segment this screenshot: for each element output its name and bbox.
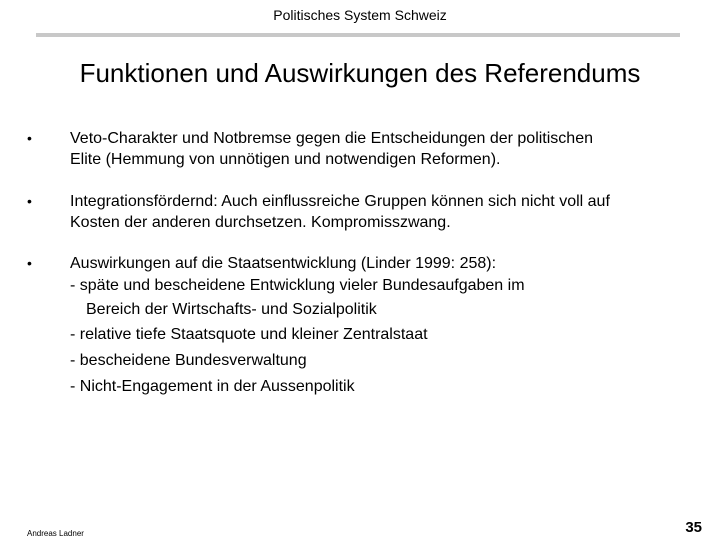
presentation-header: Politisches System Schweiz xyxy=(273,7,447,23)
sub-item-list xyxy=(70,274,697,400)
sub-item-continuation: Bereich der Wirtschafts- und Sozialpolitik xyxy=(86,301,377,318)
bullet-line: Auswirkungen auf die Staatsentwicklung (Linder 1999: 258): xyxy=(70,255,497,272)
bullet-line: Veto-Charakter und Notbremse gegen die Entscheidungen der politischen xyxy=(70,130,593,147)
page-number: 35 xyxy=(685,519,702,536)
bullet-line: Kosten der anderen durchsetzen. Kompromisszwang. xyxy=(70,214,451,231)
sub-item: - bescheidene Bundesverwaltung xyxy=(70,352,307,369)
bullet-item-integration xyxy=(27,191,697,233)
sub-item: - relative tiefe Staatsquote und kleiner Zentralstaat xyxy=(70,326,428,343)
header-divider xyxy=(36,33,680,37)
sub-item: - späte und bescheidene Entwicklung vieler Bundesaufgaben im xyxy=(70,277,525,294)
bullet-item-veto xyxy=(27,128,697,170)
bullet-item-state-development xyxy=(27,253,697,400)
bullet-marker: • xyxy=(27,130,32,146)
bullet-line: Elite (Hemmung von unnötigen und notwendigen Reformen). xyxy=(70,151,501,168)
sub-item: - Nicht-Engagement in der Aussenpolitik xyxy=(70,378,355,395)
slide-title: Funktionen und Auswirkungen des Referendums xyxy=(79,58,641,88)
bullet-marker: • xyxy=(27,255,32,271)
footer-author: Andreas Ladner xyxy=(27,529,84,538)
bullet-text xyxy=(70,253,697,274)
bullet-marker: • xyxy=(27,193,32,209)
bullet-list xyxy=(27,128,697,421)
bullet-text xyxy=(70,128,697,170)
bullet-line: Integrationsfördernd: Auch einflussreiche Gruppen können sich nicht voll auf xyxy=(70,193,610,210)
bullet-text xyxy=(70,191,697,233)
